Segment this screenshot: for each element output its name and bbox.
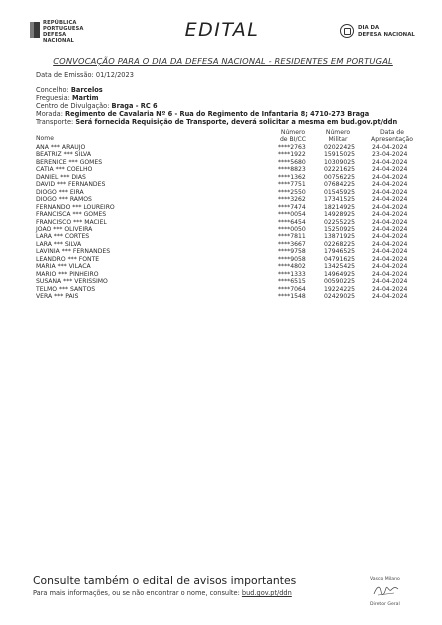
convocation-subtitle: CONVOCAÇÃO PARA O DIA DA DEFESA NACIONAL - RESIDENTES EM PORTUGAL: [53, 56, 393, 66]
row-military-number: 18214925: [324, 203, 356, 211]
row-bi-number: ****0050: [278, 225, 306, 233]
row-date: 24-04-2024: [372, 188, 408, 196]
header-date: Data de Apresentação: [371, 129, 413, 144]
row-military-number: 14964925: [324, 270, 356, 278]
footer-title: Consulte também o edital de avisos importantes: [33, 574, 297, 587]
flag-mark-icon: [30, 22, 40, 38]
row-name: FRANCISCA *** GOMES: [36, 211, 107, 219]
document-title: EDITAL: [184, 19, 260, 41]
row-bi-number: ****7751: [278, 181, 306, 189]
signature-icon: [372, 583, 400, 597]
row-military-number: 13871925: [324, 233, 356, 241]
row-military-number: 13425425: [324, 263, 356, 271]
row-military-number: 14928925: [324, 211, 356, 219]
info-freguesia: Freguesia: Martim: [36, 94, 99, 102]
row-bi-number: ****7474: [278, 203, 306, 211]
seal-icon: [340, 24, 354, 38]
row-bi-number: ****6454: [278, 218, 306, 226]
signer-name: Vasco Milano: [370, 577, 400, 582]
right-logo-text: DIA DA DEFESA NACIONAL: [358, 25, 415, 38]
row-name: FRANCISCO *** MACIEL: [36, 218, 107, 226]
row-bi-number: ****3667: [278, 240, 306, 248]
info-concelho: Concelho: Barcelos: [36, 86, 103, 94]
emission-date: Data de Emissão: 01/12/2023: [36, 71, 134, 79]
row-military-number: 02429025: [324, 293, 356, 300]
row-name: LAVINIA *** FERNANDES: [36, 248, 111, 256]
row-military-number: 01545925: [324, 188, 356, 196]
row-name: TELMO *** SANTOS: [36, 285, 96, 293]
row-date: 24-04-2024: [372, 248, 408, 256]
row-military-number: 15915025: [324, 151, 356, 159]
row-date: 24-04-2024: [372, 278, 408, 286]
row-bi-number: ****2763: [278, 144, 306, 151]
row-date: 24-04-2024: [372, 144, 408, 151]
row-date: 24-04-2024: [372, 240, 408, 248]
row-bi-number: ****6515: [278, 278, 306, 286]
row-bi-number: ****4802: [278, 263, 306, 271]
info-centro: Centro de Divulgação: Braga - RC 6: [36, 102, 158, 110]
row-military-number: 02255225: [324, 218, 356, 226]
row-military-number: 04791625: [324, 255, 356, 263]
row-name: DANIEL *** DIAS: [36, 173, 86, 181]
national-defense-day-logo: [340, 24, 420, 42]
row-bi-number: ****0054: [278, 211, 306, 219]
republic-defense-logo: [30, 20, 102, 44]
row-name: SUSANA *** VERISSIMO: [36, 278, 108, 286]
row-date: 24-04-2024: [372, 203, 408, 211]
row-military-number: 10309025: [324, 158, 356, 166]
row-date: 24-04-2024: [372, 293, 408, 300]
row-name: BEATRIZ *** SILVA: [36, 151, 92, 159]
left-logo-text: REPÚBLICA PORTUGUESA DEFESA NACIONAL: [43, 20, 84, 44]
row-date: 24-04-2024: [372, 225, 408, 233]
row-name: LARA *** SILVA: [36, 240, 82, 248]
row-bi-number: ****1333: [278, 270, 306, 278]
row-military-number: 02221625: [324, 166, 356, 174]
row-name: MARIA *** VILACA: [36, 263, 91, 271]
row-date: 24-04-2024: [372, 285, 408, 293]
row-bi-number: ****8823: [278, 166, 306, 174]
row-bi-number: ****3262: [278, 196, 306, 204]
signer-role: Diretor Geral: [370, 602, 400, 607]
header-name: Nome: [36, 135, 54, 142]
row-name: MARIO *** PINHEIRO: [36, 270, 99, 278]
row-military-number: 17341525: [324, 196, 356, 204]
row-military-number: 07684225: [324, 181, 356, 189]
row-name: ANA *** ARAUJO: [36, 144, 86, 151]
row-military-number: 02022425: [324, 144, 356, 151]
row-date: 24-04-2024: [372, 158, 408, 166]
row-date: 24-04-2024: [372, 263, 408, 271]
row-military-number: 00590225: [324, 278, 356, 286]
row-date: 24-04-2024: [372, 255, 408, 263]
row-military-number: 19224225: [324, 285, 356, 293]
row-date: 24-04-2024: [372, 270, 408, 278]
row-date: 24-04-2024: [372, 218, 408, 226]
row-bi-number: ****7064: [278, 285, 306, 293]
row-name: LEANDRO *** FONTE: [36, 255, 100, 263]
row-name: DAVID *** FERNANDES: [36, 181, 106, 189]
footer-link[interactable]: bud.gov.pt/ddn: [241, 589, 292, 597]
header-militar: Número Militar: [325, 129, 351, 144]
row-bi-number: ****2550: [278, 188, 306, 196]
row-bi-number: ****5680: [278, 158, 306, 166]
row-name: DIOGO *** RAMOS: [36, 196, 92, 204]
info-transporte: Transporte: Será fornecida Requisição de Transporte, deverá solicitar a mesma em bud.gov.pt/ddn: [36, 118, 398, 126]
row-name: CATIA *** COELHO: [36, 166, 93, 174]
row-name: BERENICE *** GOMES: [36, 158, 103, 166]
footer-text: Para mais informações, ou se não encontrar o nome, consulte: bud.gov.pt/ddn: [33, 589, 292, 597]
table-row: [36, 293, 416, 301]
row-date: 24-04-2024: [372, 181, 408, 189]
row-bi-number: ****7811: [278, 233, 306, 241]
row-military-number: 02268225: [324, 240, 356, 248]
row-name: DIOGO *** EIRA: [36, 188, 84, 196]
row-bi-number: ****9058: [278, 255, 306, 263]
row-military-number: 15250925: [324, 225, 356, 233]
row-name: FERNANDO *** LOUREIRO: [36, 203, 115, 211]
row-date: 24-04-2024: [372, 166, 408, 174]
row-bi-number: ****9758: [278, 248, 306, 256]
row-name: VERA *** PAIS: [36, 293, 79, 300]
row-name: LARA *** CORTES: [36, 233, 90, 241]
row-bi-number: ****1548: [278, 293, 306, 300]
row-date: 24-04-2024: [372, 173, 408, 181]
row-date: 24-04-2024: [372, 196, 408, 204]
info-morada: Morada: Regimento de Cavalaria Nº 6 - Rua do Regimento de Infantaria 8; 4710-273 Braga: [36, 110, 370, 118]
row-military-number: 00756225: [324, 173, 356, 181]
row-date: 23-04-2024: [372, 151, 408, 159]
row-date: 24-04-2024: [372, 211, 408, 219]
header-bi: Número de BI/CC: [279, 129, 307, 144]
row-bi-number: ****1362: [278, 173, 306, 181]
row-military-number: 17946525: [324, 248, 356, 256]
row-date: 24-04-2024: [372, 233, 408, 241]
row-bi-number: ****1922: [278, 151, 306, 159]
row-name: JOAO *** OLIVEIRA: [36, 225, 93, 233]
